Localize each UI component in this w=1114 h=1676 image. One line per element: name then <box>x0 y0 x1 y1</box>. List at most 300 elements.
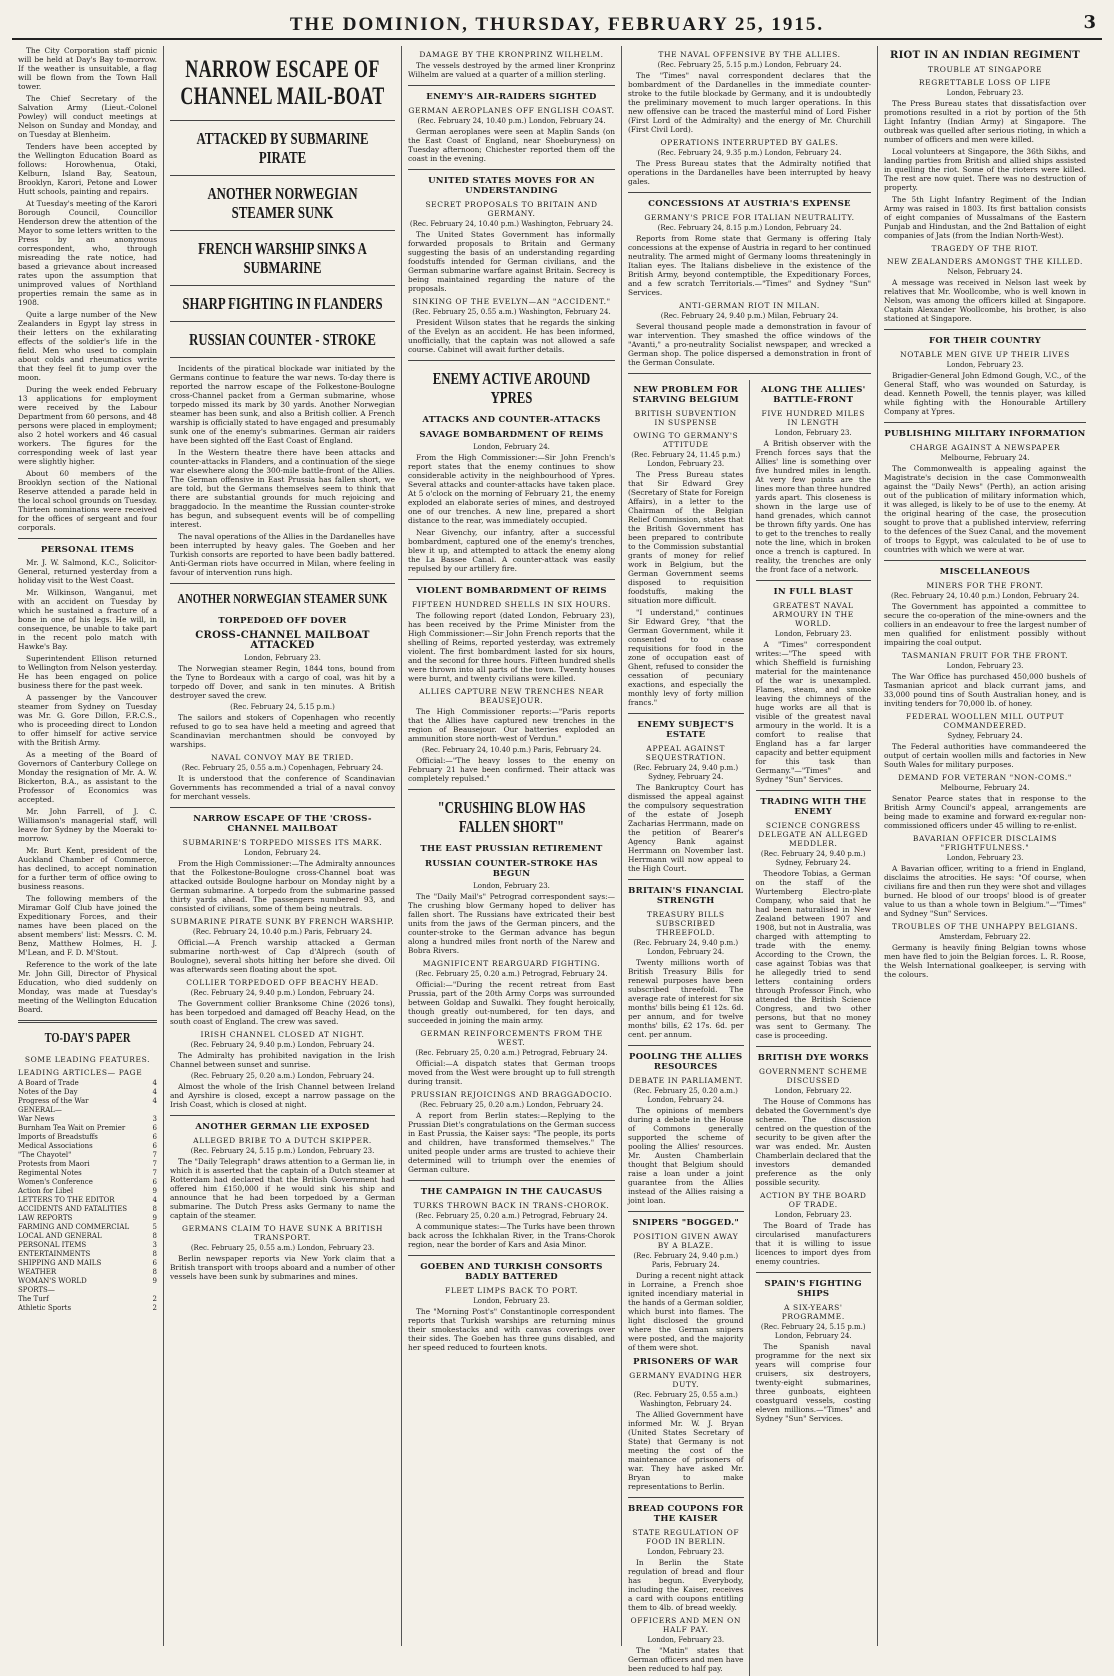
index-entry-page: 8 <box>152 1232 157 1240</box>
norwegian-heading: ANOTHER NORWEGIAN STEAMER SUNK <box>177 592 388 607</box>
index-entry-label: "The Chayotel" <box>18 1151 72 1159</box>
index-entry <box>18 1259 157 1268</box>
index-entry <box>18 1241 157 1250</box>
page-number: 3 <box>1083 12 1096 33</box>
trading-heading: TRADING WITH THE ENEMY <box>760 797 867 817</box>
paragraph: The City Corporation staff picnic will be held at Day's Bay to-morrow. If the weather is unsuitable, a flag will be flown from the Town Hall tower. <box>18 46 157 91</box>
index-entry <box>18 1223 157 1232</box>
paragraph: A passenger by the Vancouver steamer from Sydney on Tuesday was Mr. G. Gore Dillon, F.R.C.S., who is proceeding direct to London to offer himself for active service with the British Army. <box>18 693 157 747</box>
index-entry <box>18 1160 157 1169</box>
belgians-heading: TROUBLES OF THE UNHAPPY BELGIANS. <box>892 922 1078 931</box>
dateline: (Rec. February 24, 10.40 p.m.) London, February 24. <box>890 592 1080 600</box>
index-entry-page: 6 <box>152 1259 157 1267</box>
index-entry-label: WEATHER <box>18 1268 57 1276</box>
dateline: Melbourne, February 24. <box>940 454 1030 462</box>
belgium-heading: NEW PROBLEM FOR STARVING BELGIUM <box>632 385 739 405</box>
headline-4: FRENCH WARSHIP SINKS A SUBMARINE <box>198 239 367 277</box>
index-entry-label: ENTERTAINMENTS <box>18 1250 91 1258</box>
dateline: London, February 23. <box>946 662 1024 670</box>
paragraph: Theodore Tobias, a German on the staff of the Wurtemberg Electro-plate Company, who said that he had been naturalised in New Zealand between 1907 and 1908, but not in Australia, was charged with attempting to trade with the enemy. According to the Crown, the case against Tobias was that he allegedly tried to send letters containing orders through Professor Finch, who attended the British Science Congress, and two other persons, but that no money was sent to Germany. The case is proceeding. <box>755 869 871 1040</box>
publishing-heading: PUBLISHING MILITARY INFORMATION <box>884 429 1086 439</box>
divider <box>170 807 395 808</box>
paragraph: Mr. Wilkinson, Wanganui, met with an accident on Tuesday by which he sustained a fracture of a bone in one of his legs. He will, in consequence, be unable to take part in the recent polo match with Hawke's Bay. <box>18 588 157 651</box>
pooling-heading: POOLING THE ALLIES RESOURCES <box>629 1052 743 1072</box>
dateline: London, February 22. <box>774 1087 852 1095</box>
prisoners-subheading: GERMANY EVADING HER DUTY. <box>629 1371 743 1389</box>
index-entry <box>18 1097 157 1106</box>
column-1 <box>12 46 164 1646</box>
index-entry-label: Progress of the War <box>18 1097 89 1105</box>
index-entry-page: 4 <box>152 1079 157 1087</box>
reims-heading: VIOLENT BOMBARDMENT OF REIMS <box>416 586 607 596</box>
riot-subheading-1: TROUBLE AT SINGAPORE <box>927 65 1043 74</box>
index-entry <box>18 1277 157 1286</box>
snipers-subheading: POSITION GIVEN AWAY BY A BLAZE. <box>633 1232 739 1250</box>
index-entry-label: FARMING AND COMMERCIAL <box>18 1223 130 1231</box>
masthead-title: THE DOMINION, THURSDAY, FEBRUARY 25, 1915. <box>289 14 825 35</box>
paragraph: The Norwegian steamer Regin, 1844 tons, bound from the Tyne to Bordeaux with a cargo of coal, was hit by a torpedo off Dover, and sank in ten minutes. A British destroyer saved the crew. <box>170 664 395 700</box>
dateline: (Rec. February 24, 9.40 p.m.) Milan, February 24. <box>660 312 839 320</box>
paragraph: German aeroplanes were seen at Maplin Sands (on the East Coast of England, near Shoeburyness) on Tuesday afternoon; Chichester reported them off the coast in the evening. <box>408 127 615 163</box>
paragraph: The Press Bureau states that the Admiralty notified that operations in the Dardanelles have been interrupted by heavy gales. <box>628 159 871 186</box>
paragraph: The "Daily Mail's" Petrograd correspondent says:—The crushing blow Germany hoped to deliver has fallen short. The Russians have extricated their best units from the jaws of the German pincers, and the counter-stroke to the German advance has begun along a hundred miles front north of the Narew and Bobra Rivers. <box>408 892 615 955</box>
index-entry-label: Regimental Notes <box>18 1169 82 1177</box>
dateline: (Rec. February 24, 10.40 p.m.) Paris, February 24. <box>192 928 373 936</box>
index-entry <box>18 1205 157 1214</box>
paragraph: The Chief Secretary of the Salvation Army (Lieut.-Colonel Powley) will conduct meetings at Nelson on Sunday and Monday, and on Tuesday at Blenheim. <box>18 94 157 139</box>
index-entry-label: War News <box>18 1115 55 1123</box>
paragraph: A communique states:—The Turks have been thrown back across the Ichkhalan River, in the Trans-Chorok region, near the border of Kars and Asia Minor. <box>408 1222 615 1249</box>
divider <box>628 713 744 714</box>
paragraph: Near Givenchy, our infantry, after a successful bombardment, captured one of the enemy's trenches, blew it up, and attempted to attack the enemy along the La Bassee Canal. A counter-attack was easily repulsed by our artillery fire. <box>408 528 615 573</box>
paragraph: Twenty millions worth of British Treasury Bills for renewal purposes have been subscribed threefold. The average rate of interest for six months' bills being £1 12s. 6d. per annum, and for twelve months' bills, £2 17s. 6d. per cent. per annum. <box>628 958 744 1039</box>
index-entry <box>18 1115 157 1124</box>
index-entry <box>18 1106 157 1115</box>
dateline: (Rec. February 25, 0.55 a.m.) London, February 23. <box>190 1244 375 1252</box>
paragraph: Superintendent Ellison returned to Wellington from Nelson yesterday. He has been engaged on police business there for the past week. <box>18 654 157 690</box>
divider <box>408 1180 615 1181</box>
divider <box>408 579 615 580</box>
masthead <box>12 12 1102 40</box>
divider <box>408 169 615 170</box>
narrow-escape-subheading: SUBMARINE'S TORPEDO MISSES ITS MARK. <box>182 838 383 847</box>
index-entry-page: 7 <box>152 1160 157 1168</box>
divider <box>628 1211 744 1212</box>
bavarian-heading: BAVARIAN OFFICER DISCLAIMS "FRIGHTFULNESS." <box>912 834 1058 852</box>
index-entry-page: 8 <box>152 1250 157 1258</box>
paragraph: A "Times" correspondent writes:—"The speed with which Sheffield is furnishing material for the maintenance of the war is unexampled. Flames, steam, and smoke leaving the chimneys of the huge works are all that is visible of the greatest naval armoury in the world. It is a comfort to realise that England has a far larger capacity and better equipment for this task than Germany."—"Times" and Sydney "Sun" Services. <box>755 640 871 784</box>
headline-5: SHARP FIGHTING IN FLANDERS <box>182 294 383 313</box>
goeben-subheading: FLEET LIMPS BACK TO PORT. <box>445 1286 578 1295</box>
paragraph: At Tuesday's meeting of the Karori Borough Council, Councillor Henderson drew the attention of the Mayor to some letters written to the Press by an anonymous correspondent, who, through misreading the rate notice, had based a grievance about increased rates upon the assumption that unimproved values of Northland properties remain the same as in 1908. <box>18 199 157 307</box>
divider <box>408 85 615 86</box>
paragraph: The 5th Light Infantry Regiment of the Indian Army was raised in 1803. Its first battalion consists of eight companies of Mussalmans of the Eastern Punjab and Hindustan, and the 2nd Battalion of eight companies of Jats (from the Indian North-West). <box>884 195 1086 240</box>
full-blast-subheading: GREATEST NAVAL ARMOURY IN THE WORLD. <box>772 601 854 628</box>
norwegian-subheading: TORPEDOED OFF DOVER <box>218 616 347 626</box>
column-5 <box>756 380 872 1676</box>
paragraph: The United States Government has informally forwarded proposals to Britain and Germany suggesting the basis of an understanding regarding foodstuffs intended for German civilians, and the German submarine warfare against Britain. Secrecy is being maintained regarding the nature of the proposals. <box>408 230 615 293</box>
battle-front-heading: ALONG THE ALLIES' BATTLE-FRONT <box>760 385 866 405</box>
index-entry-label: SPORTS— <box>18 1286 55 1294</box>
headline-2: ATTACKED BY SUBMARINE PIRATE <box>196 129 369 167</box>
dateline: (Rec. February 24, 8.15 p.m.) London, February 24. <box>657 224 842 232</box>
divider <box>884 560 1086 561</box>
paragraph: The Bankruptcy Court has dismissed the appeal against the compulsory sequestration of the estate of Joseph Zacharias Herrmann, made on the petition of Bearer's Agency Bank against Herrmann on November last. Herrmann will now appeal to the High Court. <box>628 783 744 873</box>
dateline: London, February 23. <box>774 1211 852 1219</box>
index-entry-page: 2 <box>152 1304 157 1312</box>
divider <box>170 285 395 286</box>
index-heading: LEADING ARTICLES— PAGE <box>18 1068 143 1077</box>
belgium-subheading-2: OWING TO GERMANY'S ATTITUDE <box>633 431 739 449</box>
column-4-5 <box>622 46 878 1673</box>
reinforcements-heading: GERMAN REINFORCEMENTS FROM THE WEST. <box>420 1029 603 1047</box>
dateline: (Rec. February 25, 0.55 a.m.) Copenhagen, February 24. <box>181 764 384 772</box>
dateline: London, February 23. <box>473 882 550 890</box>
french-warship-heading: SUBMARINE PIRATE SUNK BY FRENCH WARSHIP. <box>170 917 395 926</box>
financial-strength-subheading: TREASURY BILLS SUBSCRIBED THREEFOLD. <box>646 910 725 937</box>
paragraph: A report from Berlin states:—Replying to the Prussian Diet's congratulations on the German success in East Prussia, the Kaiser says: "The people, its ports and children, have transformed themselves." The united people under arms are trusted to achieve their determined will to triumph over the enemies of German culture. <box>408 1111 615 1174</box>
transport-heading: GERMANS CLAIM TO HAVE SUNK A BRITISH TRANSPORT. <box>181 1224 384 1242</box>
index-entry-page: 8 <box>152 1205 157 1213</box>
beausejour-heading: ALLIES CAPTURE NEW TRENCHES NEAR BEAUSEJOUR. <box>419 687 604 705</box>
paragraph: Quite a large number of the New Zealanders in Egypt lay stress in their letters on the exhilarating effects of the soldier's life in the field. Men who used to complain about colds and rheumatics write that they feel fit to jump over the moon. <box>18 310 157 382</box>
paragraph: The House of Commons has debated the Government's dye scheme. The discussion centred on the question of the security to be given after the war was ended. Mr. Austen Chamberlain declared that the investors demanded preference as the only possible security. <box>755 1097 871 1187</box>
dateline: (Rec. February 24, 9.40 p.m.) Paris, February 24. <box>633 1252 739 1269</box>
paragraph: The Commonwealth is appealing against the Magistrate's decision in the case Commonwealth against the "Daily News" (Perth), an action arising out of the publication of military information which, it was alleged, is likely to be of use to the enemy. At the original hearing of the case, the prosecution sought to prove that a published interview, referring to the defences of the Suez Canal, and the movement of troops to Egypt, was calculated to be of use to countries with which we were at war. <box>884 464 1086 554</box>
tragedy-heading: TRAGEDY OF THE RIOT. <box>931 244 1039 253</box>
paragraph: Senator Pearce states that in response to the British Army Council's appeal, arrangements are being made to examine and forward ex-regular non-commissioned officers under 45 willing to re-enlist. <box>884 794 1086 830</box>
divider <box>408 360 615 361</box>
paragraph: The Allied Government have informed Mr. W. J. Bryan (United States Secretary of State) that Germany is not meeting the cost of the maintenance of prisoners of war. They have asked Mr. Bryan to make representations to Berlin. <box>628 1410 744 1491</box>
dateline: (Rec. February 25, 0.20 a.m.) London, February 24. <box>419 1101 604 1109</box>
divider <box>884 329 1086 330</box>
index-entry-label: WOMAN'S WORLD <box>18 1277 87 1285</box>
index-entry-page: 2 <box>152 1295 157 1303</box>
crushing-blow-subheading-1: THE EAST PRUSSIAN RETIREMENT <box>420 844 603 854</box>
divider <box>170 357 395 358</box>
index-entry <box>18 1295 157 1304</box>
prussian-heading: PRUSSIAN REJOICINGS AND BRAGGADOCIO. <box>410 1090 613 1099</box>
paragraph: A British observer with the French forces says that the Allies' line is something over five hundred miles in length. At very few points are the lines more than three hundred yards apart. This closeness is shown in the large use of hand grenades, which cannot be thrown fifty yards. One has to get to the trenches to really note the line, which in broken once a trench is captured. In reality, the trenches are only the front face of a network. <box>755 439 871 574</box>
two-column-block <box>628 380 871 1676</box>
index-entry <box>18 1133 157 1142</box>
dateline: (Rec. February 25, 5.15 p.m.) London, February 24. <box>657 61 842 69</box>
paragraph: From the High Commissioner:—Sir John French's report states that the enemy continues to show considerable activity in the neighbourhood of Ypres. Several attacks and counter-attacks have taken place. At 5 o'clock on the morning of February 21, the enemy exploded an elaborate series of mines, and destroyed one of our trenches. A new line, prepared a short distance to the rear, was immediately occupied. <box>408 453 615 525</box>
dateline: (Rec. February 24, 11.45 p.m.) London, February 23. <box>631 451 741 468</box>
index-entry-label: The Turf <box>18 1295 49 1303</box>
index-entry <box>18 1268 157 1277</box>
index-entry <box>18 1250 157 1259</box>
divider <box>628 373 871 374</box>
divider <box>884 422 1086 423</box>
snipers-heading: SNIPERS "BOGGED." <box>632 1218 740 1228</box>
dateline: London, February 23. <box>946 854 1024 862</box>
index-entry <box>18 1304 157 1313</box>
naval-offensive-heading: THE NAVAL OFFENSIVE BY THE ALLIES. <box>658 50 841 59</box>
paragraph: The naval operations of the Allies in the Dardanelles have been interrupted by heavy gales. The Goeben and her Turkish consorts are reported to have been badly battered. Anti-German riots have occurred in Milan, where feeling in favour of intervention runs high. <box>170 532 396 577</box>
paragraph: The following members of the Miramar Golf Club have joined the Expeditionary Forces, and their names have been placed on the absent members' list: Messrs. C. M. Benz, Matthew Holmes, H. J. M'Lean, and F. D. M'Stout. <box>18 894 157 957</box>
paragraph: The War Office has purchased 450,000 bushels of Tasmanian apricot and black currant jams, and 33,000 pound tins of South Australian honey, and is inviting tenders for 70,000 lb. of honey. <box>884 672 1086 708</box>
index-entry-page: 4 <box>152 1196 157 1204</box>
divider <box>170 321 395 322</box>
index-entry <box>18 1079 157 1088</box>
half-pay-heading: OFFICERS AND MEN ON HALF PAY. <box>630 1616 741 1634</box>
paragraph: From the High Commissioner:—The Admiralty announces that the Folkestone-Boulogne cross-Channel boat was attacked outside Boulogne harbour on Monday night by a German submarine. A torpedo from the submarine passed thirty yards ahead. The passengers numbered 93, and consisted of civilians, some of them being neutrals. <box>170 859 395 913</box>
index-entry-page: 9 <box>152 1214 157 1222</box>
dateline: Melbourne, February 24. <box>940 784 1030 792</box>
paragraph: Official:—"The heavy losses to the enemy on February 21 have been confirmed. Their attack was completely repulsed." <box>408 756 615 783</box>
dateline: (Rec. February 24, 5.15 p.m.) <box>230 703 335 711</box>
paragraph: During the week ended February 13 applications for employment were received by the Labour Department from 60 persons, and 48 persons were placed in employment; also 2 hotel workers and 46 casual workers. The figures for the corresponding week of last year were slightly higher. <box>18 385 158 466</box>
index-entry <box>18 1196 157 1205</box>
index-entry-label: GENERAL— <box>18 1106 62 1114</box>
index-entry-label: Action for Libel <box>18 1187 74 1195</box>
index-entry-label: Protests from Maori <box>18 1160 90 1168</box>
milan-heading: ANTI-GERMAN RIOT IN MILAN. <box>679 301 820 310</box>
index-entry-label: LAW REPORTS <box>18 1214 73 1222</box>
index-entry-page: 5 <box>152 1223 157 1231</box>
dateline: (Rec. February 24, 5.15 p.m.) London, February 24. <box>760 1323 866 1340</box>
divider <box>756 790 872 791</box>
index-entry-label: Imports of Breadstuffs <box>18 1133 98 1141</box>
austria-heading: CONCESSIONS AT AUSTRIA'S EXPENSE <box>648 199 851 209</box>
paragraph: In Berlin the State regulation of bread and flour has begun. Everybody, including the Kaiser, receives a card with coupons entitling them to 4lb. of bread weekly. <box>628 1558 744 1612</box>
index-entry-page: 4 <box>152 1088 157 1096</box>
dateline: London, February 23. <box>774 429 852 437</box>
paragraph: The Federal authorities have commandeered the output of certain woollen mills and factories in New South Wales for military purposes. <box>884 742 1086 769</box>
paragraph: The Government has appointed a committee to secure the co-operation of the mine-owners and the colliers in an endeavour to free the largest number of men qualified for enlistment possibly without impairing the coal output. <box>884 602 1086 647</box>
divider <box>628 192 871 193</box>
dateline: (Rec. February 24, 9.40 p.m.) London, February 24. <box>190 989 375 997</box>
dateline: London, February 23. <box>946 361 1024 369</box>
goeben-heading: GOEBEN AND TURKISH CONSORTS BADLY BATTERED <box>420 1262 603 1282</box>
tragedy-subheading: NEW ZEALANDERS AMONGST THE KILLED. <box>886 257 1084 266</box>
paragraph: During a recent night attack in Lorraine, a French shoe ignited incendiary material in the hands of a German soldier, which burst into flames. The light disclosed the ground where the German snipers were posted, and the majority of them were shot. <box>628 1271 744 1352</box>
column-4 <box>628 380 750 1676</box>
paragraph: The High Commissioner reports:—"Paris reports that the Allies have captured new trenches in the region of Beausejour. Our batteries exploded an ammunition store north-west of Verdun." <box>408 707 615 743</box>
collier-heading: COLLIER TORPEDOED OFF BEACHY HEAD. <box>186 978 379 987</box>
ypres-subheading-1: ATTACKS AND COUNTER-ATTACKS <box>422 415 601 425</box>
caucasus-subheading: TURKS THROWN BACK IN TRANS-CHOROK. <box>413 1201 610 1210</box>
paragraph: Official.—A French warship attacked a German submarine north-west of Cap d'Alprech (south of Boulogne), several shots hitting her before she dived. Oil was afterwards seen floating about the spot. <box>170 938 395 974</box>
paragraph: The following report (dated London, February 23), has been received by the Prime Minister from the High Commissioner:—Sir John French reports that the shelling of Reims, reported yesterday, was extremely violent. The first bombardment lasted for six hours, and the second for three hours. Fifteen hundred shells were thrown into all parts of the town. Twenty houses were burnt, and twenty civilians were killed. <box>408 611 615 683</box>
air-raiders-subheading: GERMAN AEROPLANES OFF ENGLISH COAST. <box>408 106 615 115</box>
dateline: (Rec. February 24, 9.40 p.m.) Sydney, February 24. <box>760 850 866 867</box>
index-entry <box>18 1124 157 1133</box>
gales-heading: OPERATIONS INTERRUPTED BY GALES. <box>660 138 839 147</box>
paragraph: The vessels destroyed by the armed liner Kronprinz Wilhelm are valued at a quarter of a million sterling. <box>408 61 615 79</box>
index-entry <box>18 1232 157 1241</box>
paragraph: The Admiralty has prohibited navigation in the Irish Channel between sunset and sunrise. <box>170 1051 395 1069</box>
full-blast-heading: IN FULL BLAST <box>773 587 853 597</box>
board-of-trade-subheading: ACTION BY THE BOARD OF TRADE. <box>759 1191 867 1209</box>
paragraph: The "Matin" states that German officers and men have been reduced to half pay. <box>628 1646 744 1673</box>
paragraph: Local volunteers at Singapore, the 36th Sikhs, and landing parties from British and allied ships assisted in quelling the riot. Some of the rioters were killed. The rest are now quiet. There was no destruction of property. <box>884 147 1086 192</box>
divider <box>170 120 395 121</box>
main-headline: NARROW ESCAPE OF CHANNEL MAIL-BOAT <box>180 56 385 110</box>
paragraph: About 60 members of the Brooklyn section of the National Reserve attended a parade held in the local school grounds on Tuesday. Thirteen nominations were received for the offices of sergeant and four corporals. <box>18 469 157 532</box>
paragraph: The opinions of members during a debate in the House of Commons generally supported the scheme of pooling the Allies' resources. Mr. Austen Chamberlain thought that Belgium should raise a loan under a joint guarantee from the Allies instead of the Allies raising a joint loan. <box>628 1106 744 1205</box>
riot-heading: RIOT IN AN INDIAN REGIMENT <box>889 50 1081 61</box>
index-entry-page: 6 <box>152 1178 157 1186</box>
index-entry-label: PERSONAL ITEMS <box>18 1241 87 1249</box>
divider <box>18 538 157 539</box>
crushing-blow-subheading-2: RUSSIAN COUNTER-STROKE HAS BEGUN <box>425 859 598 879</box>
paragraph: Official:—"During the recent retreat from East Prussia, part of the 20th Army Corps was surrounded between Goldap and Suwalki. They fought heroically, though greatly out-numbered, for ten days, and succeeded in joining the main army. <box>408 980 615 1025</box>
their-country-heading: FOR THEIR COUNTRY <box>929 336 1041 346</box>
dateline: (Rec. February 24, 9.40 p.m.) London, February 24. <box>633 939 739 956</box>
dateline: (Rec. February 25, 0.20 a.m.) London, February 24. <box>190 1072 375 1080</box>
index-entry-label: LETTERS TO THE EDITOR <box>18 1196 115 1204</box>
paragraph: The "Daily Telegraph" draws attention to a German lie, in which it is asserted that the captain of a Dutch steamer at Rotterdam had declared that the British Government had offered him £150,000 if he would sink his ship and announce that he had been torpedoed by a German submarine. The Dutch Press asks Germany to name the captain of the steamer. <box>170 1157 395 1220</box>
dateline: (Rec. February 25, 0.20 a.m.) Petrograd, February 24. <box>415 1212 608 1220</box>
index-entry-page <box>147 1106 157 1115</box>
dateline: (Rec. February 24, 10.40 p.m.) Washington, February 24. <box>409 220 614 228</box>
todays-paper-heading: TO-DAY'S PAPER <box>44 1031 131 1046</box>
divider <box>170 175 395 176</box>
paragraph: Germany is heavily fining Belgian towns whose men have fled to join the Belgian forces. L. R. Roose, the Welsh International goalkeeper, is serving with the colours. <box>884 943 1086 979</box>
headline-3: ANOTHER NORWEGIAN STEAMER SUNK <box>207 184 358 222</box>
paragraph: A Bavarian officer, writing to a friend in England, disclaims the atrocities. He says: "Of course, when civilians fire and then run they were shot and villages burned. He blood of our troops' blood is of greater value to us than a whole town in Belgium."—"Times" and Sydney "Sun" Services. <box>884 864 1086 918</box>
dateline: London, February 23. <box>946 89 1024 97</box>
columns <box>12 46 1102 1673</box>
crosschannel-heading: CROSS-CHANNEL MAILBOAT ATTACKED <box>195 630 370 651</box>
divider <box>628 1497 744 1498</box>
divider <box>170 1115 395 1116</box>
narrow-escape-heading: NARROW ESCAPE OF THE 'CROSS-CHANNEL MAILBOAT <box>193 814 372 834</box>
index-entry-label: Women's Conference <box>18 1178 93 1186</box>
united-states-subheading: SECRET PROPOSALS TO BRITAIN AND GERMANY. <box>425 200 598 218</box>
paragraph: A message was received in Nelson last week by relatives that Mr. Woollcombe, who is well known in Nelson, was among the officers killed at Singapore. Captain Alexander Woollcombe, his brother, is also stationed at Singapore. <box>884 278 1086 323</box>
index-entry-page: 7 <box>152 1151 157 1159</box>
index-entry-label: ACCIDENTS AND FATALITIES <box>18 1205 128 1213</box>
dateline: London, February 23. <box>774 630 852 638</box>
woollen-heading: FEDERAL WOOLLEN MILL OUTPUT COMMANDEERED. <box>906 712 1064 730</box>
index-entry-label: Athletic Sports <box>18 1304 72 1312</box>
dateline: (Rec. February 24, 9.40 p.m.) Sydney, February 24. <box>633 764 739 781</box>
index-entry <box>18 1151 157 1160</box>
divider <box>756 580 872 581</box>
index-entry <box>18 1142 157 1151</box>
index-entry <box>18 1214 157 1223</box>
crushing-blow-heading: "CRUSHING BLOW HAS FALLEN SHORT" <box>437 798 586 836</box>
dye-works-heading: BRITISH DYE WORKS <box>757 1053 869 1063</box>
paragraph: The Board of Trade has circularised manufacturers that it is willing to issue licences to import dyes from enemy countries. <box>755 1221 871 1266</box>
reims-subheading: FIFTEEN HUNDRED SHELLS IN SIX HOURS. <box>411 600 612 609</box>
dateline: (Rec. February 24, 10.40 p.m.) Paris, February 24. <box>421 746 602 754</box>
index-entry-page: 3 <box>152 1241 157 1249</box>
paragraph: Brigadier-General John Edmond Gough, V.C., of the General Staff, who was wounded on Saturday, is dead. Kenneth Powell, the tennis player, was killed while fighting with the Honourable Artillery Company at Ypres. <box>884 371 1086 416</box>
dateline: London, February 23. <box>244 654 321 662</box>
paragraph: Incidents of the piratical blockade war initiated by the Germans continue to feature the war news. To-day there is reported the narrow escape of the Folkestone-Boulogne cross-Channel packet from a German submarine, whose torpedo missed its mark by 30 yards. Another Norwegian steamer has been sunk, and also a British collier. A French warship is officially stated to have engaged and presumably sunk one of the enemy's submarines. German air raiders have been sighted off the East Coast of England. <box>170 364 395 445</box>
paragraph: The "Times" naval correspondent declares that the bombardment of the Dardanelles in the immediate counter-stroke to the futile blockade by Germany, and it is undoubtedly the preliminary movement to much larger operations. In this new offensive can be traced the masterful mind of Lord Fisher (First Lord of the Admiralty) and the energy of Mr. Churchill (First Civil Lord). <box>628 71 871 134</box>
paragraph: Berlin newspaper reports via New York claim that a British transport with troops aboard and a number of other vessels have been sunk by submarines and mines. <box>170 1254 395 1281</box>
austria-subheading: GERMANY'S PRICE FOR ITALIAN NEUTRALITY. <box>644 213 855 222</box>
dateline: (Rec. February 25, 0.55 a.m.) Washington, February 24. <box>412 308 611 316</box>
financial-strength-heading: BRITAIN'S FINANCIAL STRENGTH <box>628 886 744 906</box>
todays-paper-subheading: SOME LEADING FEATURES. <box>24 1055 151 1064</box>
paragraph: As a meeting of the Board of Governors of Canterbury College on Monday the resignation of Mr. A. W. Bickerton, B.A., as assistant to the Professor of Economics was accepted. <box>18 750 157 804</box>
dateline: (Rec. February 24, 10.40 p.m.) London, February 24. <box>417 117 606 125</box>
index-entry-label: Burnham Tea Wait on Premier <box>18 1124 126 1132</box>
subject-estate-subheading: APPEAL AGAINST SEQUESTRATION. <box>645 744 726 762</box>
paragraph: The "Morning Post's" Constantinople correspondent reports that Turkish warships are returning minus their smokestacks and with canvas coverings over their sides. The Goeben has three guns disabled, and her speed reduced to fourteen knots. <box>408 1307 615 1352</box>
convoy-heading: NAVAL CONVOY MAY BE TRIED. <box>211 753 354 762</box>
feature-index <box>18 1079 157 1313</box>
paragraph: Tenders have been accepted by the Wellington Education Board as follows: Horowhenua, Otaki, Kelburn, Island Bay, Seatoun, Brooklyn, Karori, Petone and Lower Hutt schools, painting and repairs. <box>18 142 157 196</box>
publishing-subheading: CHARGE AGAINST A NEWSPAPER <box>909 443 1061 452</box>
veteran-heading: DEMAND FOR VETERAN "NON-COMS." <box>898 773 1072 782</box>
dateline: (Rec. February 24, 9.40 p.m.) London, February 24. <box>190 1041 375 1049</box>
trading-subheading: SCIENCE CONGRESS DELEGATE AN ALLEGED MEDDLER. <box>758 821 869 848</box>
index-entry <box>18 1286 157 1295</box>
dateline: London, February 23. <box>473 1297 550 1305</box>
dateline: London, February 24. <box>244 849 321 857</box>
german-lie-subheading: ALLEGED BRIBE TO A DUTCH SKIPPER. <box>193 1136 372 1145</box>
dateline: London, February 23. <box>647 1548 725 1556</box>
dateline: Nelson, February 24. <box>947 268 1023 276</box>
divider <box>628 879 744 880</box>
paragraph: The Press Bureau states that dissatisfaction over promotions resulted in a riot by portion of the 5th Light Infantry (Indian Army) at Singapore. The outbreak was quelled after serious rioting, in which a number of officers and men were killed. <box>884 99 1086 144</box>
battle-front-subheading: FIVE HUNDRED MILES IN LENGTH <box>761 409 865 427</box>
paragraph: In the Western theatre there have been attacks and counter-attacks in Flanders, and a continuation of the siege war elsewhere along the 300-mile battle-front of the Allies. The German offensive in East Prussia has fallen short, we are told, but the Germans themselves seem to think that there are substantial grounds for much rejoicing and braggadocio. In the meantime the Russian counter-stroke has begun, and subsequent events will be of compelling interest. <box>170 448 395 529</box>
paragraph: The Press Bureau states that Sir Edward Grey (Secretary of State for Foreign Affairs), in a letter to the Chairman of the Belgian Relief Commission, states that the British Government has been prepared to contribute to the Commission substantial grants of money for relief work in Belgium, but the German Government seems disposed to requisition foodstuffs, making the situation more difficult. <box>628 470 744 605</box>
paragraph: The sailors and stokers of Copenhagen who recently refused to go to sea have held a meeting and agreed that Scandinavian merchantmen should be convoyed by warships. <box>170 713 395 749</box>
index-entry-label: A Board of Trade <box>18 1079 79 1087</box>
paragraph: The Government collier Branksome Chine (2026 tons), has been torpedoed and damaged off Beachy Head, on the south coast of England. The crew was saved. <box>170 999 395 1026</box>
column-2 <box>164 46 402 1646</box>
bread-coupons-heading: BREAD COUPONS FOR THE KAISER <box>628 1504 744 1524</box>
index-entry <box>18 1088 157 1097</box>
divider <box>628 1045 744 1046</box>
divider <box>756 1272 872 1273</box>
headline-6: RUSSIAN COUNTER - STROKE <box>189 330 376 349</box>
index-entry-label: LOCAL AND GENERAL <box>18 1232 102 1240</box>
divider <box>408 789 615 790</box>
index-entry-page: 6 <box>152 1133 157 1141</box>
paragraph: The Spanish naval programme for the next six years will comprise four cruisers, six destroyers, twenty-eight submarines, three gunboats, eighteen coastguard vessels, costing eleven millions.—"Times" and Sydney "Sun" Services. <box>755 1342 871 1423</box>
index-entry-page: 9 <box>152 1277 157 1285</box>
divider <box>170 230 395 231</box>
index-entry <box>18 1169 157 1178</box>
index-entry-page <box>147 1286 157 1295</box>
ypres-subheading-2: SAVAGE BOMBARDMENT OF REIMS <box>419 430 604 440</box>
divider <box>756 1046 872 1047</box>
paragraph: Reference to the work of the late Mr. John Gill, Director of Physical Education, who died suddenly on Monday, was made at Tuesday's meeting of the Wellington Education Board. <box>18 960 157 1014</box>
index-entry <box>18 1187 157 1196</box>
german-lie-heading: ANOTHER GERMAN LIE EXPOSED <box>195 1122 370 1132</box>
paragraph: It is understood that the conference of Scandinavian Governments has recommended a trial of a naval convoy for merchant vessels. <box>170 774 395 801</box>
personal-items-heading: PERSONAL ITEMS <box>40 545 135 555</box>
paragraph: "I understand," continues Sir Edward Grey, "that the German Government, while it consented to cease requisitions for food in the zone of occupation east of Ghent, refused to consider the cessation of pecuniary exactions, and especially the monthly levy of forty million francs." <box>628 608 744 707</box>
caucasus-heading: THE CAMPAIGN IN THE CAUCASUS <box>420 1187 603 1197</box>
rearguard-heading: MAGNIFICENT REARGUARD FIGHTING. <box>422 959 601 968</box>
dateline: Amsterdam, February 22. <box>939 933 1031 941</box>
index-entry-page: 9 <box>152 1187 157 1195</box>
paragraph: Official:—A dispatch states that German troops moved from the West were brought up to full strength during transit. <box>408 1059 615 1086</box>
air-raiders-heading: ENEMY'S AIR-RAIDERS SIGHTED <box>426 92 597 102</box>
spain-heading: SPAIN'S FIGHTING SHIPS <box>764 1279 862 1299</box>
divider <box>408 1255 615 1256</box>
index-entry <box>18 1178 157 1187</box>
dateline: (Rec. February 25, 0.20 a.m.) London, February 24. <box>633 1087 738 1104</box>
pooling-subheading: DEBATE IN PARLIAMENT. <box>628 1076 743 1085</box>
united-states-heading: UNITED STATES MOVES FOR AN UNDERSTANDING <box>428 176 595 196</box>
fruit-heading: TASMANIAN FRUIT FOR THE FRONT. <box>901 651 1069 660</box>
ypres-heading: ENEMY ACTIVE AROUND YPRES <box>432 369 591 407</box>
dye-works-subheading: GOVERNMENT SCHEME DISCUSSED <box>759 1067 868 1085</box>
irish-channel-heading: IRISH CHANNEL CLOSED AT NIGHT. <box>200 1030 365 1039</box>
